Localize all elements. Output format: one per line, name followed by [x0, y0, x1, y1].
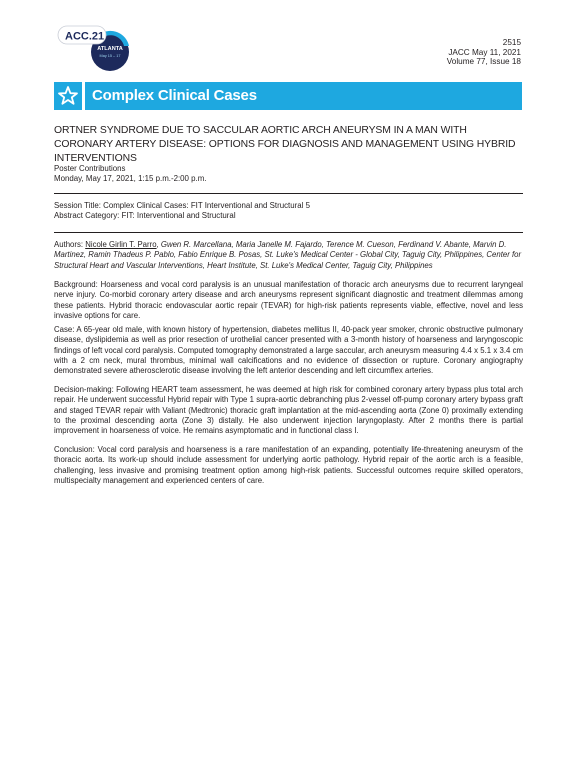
- case-paragraph: Case: A 65-year old male, with known history of hypertension, diabetes mellitus II, 40-pack year smoker, chronic obstructive pulmonary disease, dyslipidemia as well as prior resection of urothelial cancer presented with a 3-month history of hoarseness and laryngoscopic findings of left vocal cord paralysis. Computed tomography demonstrated a large saccular, arch aneurysm measuring 4.4 x 5.1 x 3.4 cm with a 2 cm neck, mural thrombus, minimal wall calcifications and no evidence of dissection or rupture. Coronary angiography demonstrated severe atherosclerotic disease involving the left anterior descending and left circumflex arteries.: [54, 325, 523, 376]
- co-authors: , Gwen R. Marcellana, Maria Janelle M. Fajardo, Terence M. Cueson, Ferdinand V. Abante, Marvin D. Martinez, Ramin Thadeus P. Pablo, Fabio Enrique B. Posas,: [54, 240, 507, 260]
- presenting-author: Nicole Girlin T. Parro: [85, 240, 157, 249]
- page-number: 2515: [502, 38, 521, 47]
- banner-separator: [82, 82, 85, 110]
- affiliation: St. Luke's Medical Center - Global City, Taguig City, Philippines, Center for Structural Heart and Vascular Interventions, Heart Institute, St. Luke's Medical Center, Taguig City, Philippines: [54, 250, 522, 270]
- session-title: Session Title: Complex Clinical Cases: FIT Interventional and Structural 5: [54, 201, 310, 210]
- poster-label: Poster Contributions: [54, 164, 126, 173]
- background-paragraph: Background: Hoarseness and vocal cord paralysis is an unusual manifestation of thoracic arch aneurysms due to recurrent laryngeal nerve injury. Co-morbid coronary artery disease and arch aneurysms represent significant diagnostic and treatment dilemmas among these patients. Hybrid thoracic endovascular aortic repair (TEVAR) for high-risk patients represents viable, effective, novel and less invasive options for care.: [54, 280, 523, 320]
- journal-date: JACC May 11, 2021: [448, 47, 521, 57]
- star-outline-icon: [54, 82, 82, 110]
- session-date-time: Monday, May 17, 2021, 1:15 p.m.-2:00 p.m.: [54, 174, 207, 184]
- article-title: ORTNER SYNDROME DUE TO SACCULAR AORTIC ARCH ANEURYSM IN A MAN WITH CORONARY ARTERY DISEASE: OPTIONS FOR DIAGNOSIS AND MANAGEMENT USING HYBRID INTERVENTIONS: [54, 125, 516, 164]
- section-banner: [54, 82, 522, 110]
- poster-info: [54, 164, 524, 185]
- banner-title: Complex Clinical Cases: [92, 87, 257, 104]
- authors: [54, 240, 523, 271]
- logo-city: ATLANTA: [97, 46, 123, 52]
- divider-top: [54, 193, 523, 194]
- abstract-category: Abstract Category: FIT: Interventional and Structural: [54, 211, 236, 221]
- acc21-logo: [52, 22, 152, 72]
- divider-bottom: [54, 232, 523, 233]
- decision-paragraph: Decision-making: Following HEART team assessment, he was deemed at high risk for combined coronary artery bypass plus total arch repair. He underwent successful Hybrid repair with Type 1 supra-aortic debranching plus 2-vessel off-pump coronary artery bypass graft and staged TEVAR repair with Valiant (Medtronic) thoracic graft implantation at the mid-ascending aorta (Zone 0) proximally extending to the proximal descending aorta (Zone 3) distally. He also underwent injection laryngoplasty. After 2 months there is partial improvement in hoarseness of voice. He remains asymptomatic and in functional class I.: [54, 385, 523, 436]
- journal-meta: [447, 38, 521, 67]
- session-info: [54, 201, 524, 222]
- authors-label: Authors:: [54, 240, 86, 249]
- logo-text: ACC.21: [65, 30, 105, 43]
- conclusion-paragraph: Conclusion: Vocal cord paralysis and hoarseness is a rare manifestation of an expanding, potentially life-threatening aneurysm of the thoracic aorta. Its work-up should include assessment for underlying aortic pathology. Hybrid repair of the aortic arch is a feasible, challenging, less invasive and promising treatment option among high-risk patients. Successful outcomes require skilled operators, multispecialty management and experienced centers of care.: [54, 445, 523, 485]
- logo-dates: May 15 – 17: [99, 54, 121, 58]
- volume-issue: Volume 77, Issue 18: [446, 57, 521, 67]
